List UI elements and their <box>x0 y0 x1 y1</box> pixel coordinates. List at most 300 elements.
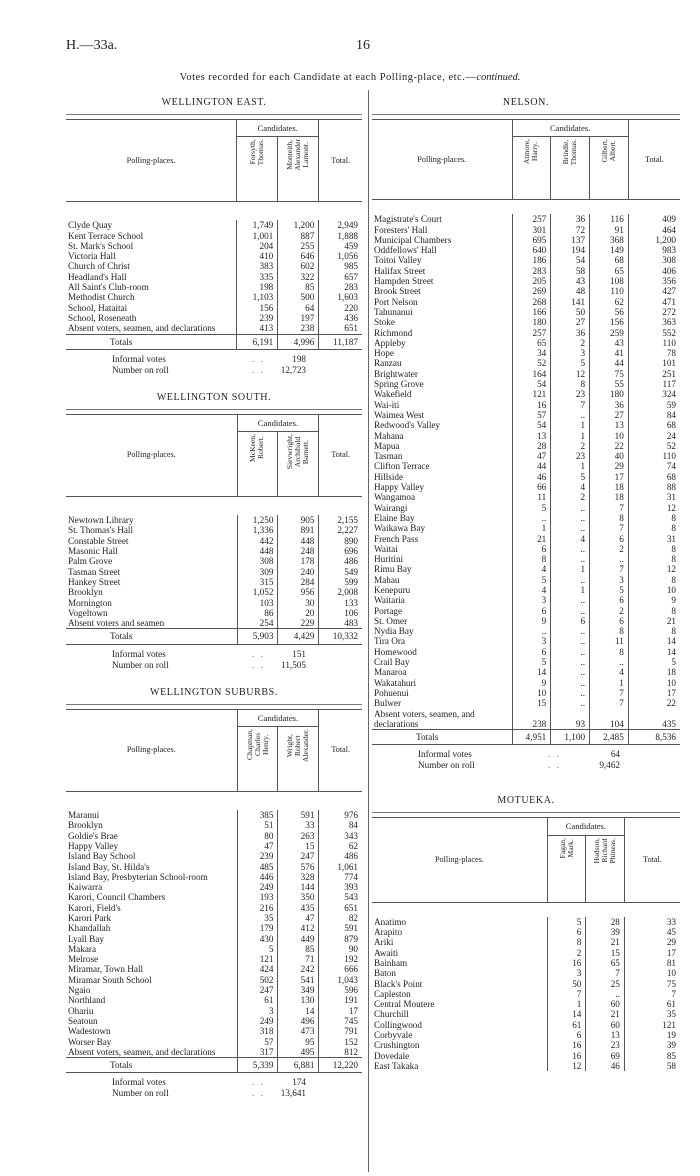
polling-place-name: Magistrate's Court <box>374 214 442 225</box>
leader-dots <box>103 587 237 597</box>
polling-place <box>66 608 237 618</box>
number-on-roll-value: 13,641 <box>280 1088 306 1099</box>
candidate-votes: 27 <box>551 317 590 327</box>
polling-place <box>66 577 237 587</box>
leader-dots: . . <box>252 1077 265 1088</box>
candidate-votes: 247 <box>278 851 319 861</box>
candidate-votes: 29 <box>590 461 629 471</box>
candidate-votes: 229 <box>278 618 319 629</box>
polling-place-wrap <box>374 595 512 605</box>
candidate-votes: 5 <box>512 503 551 513</box>
grand-total: 11,187 <box>319 334 362 349</box>
polling-place <box>66 964 237 974</box>
polling-place-name: Absent voters, seamen, and declarations <box>68 1046 216 1057</box>
leader-dots <box>425 523 511 533</box>
total-votes: 8 <box>628 606 680 616</box>
candidate-votes: 8 <box>590 513 629 523</box>
leader-dots <box>412 389 512 399</box>
leader-dots <box>116 251 237 261</box>
candidate-votes: 198 <box>237 282 278 292</box>
table-row <box>66 862 362 872</box>
polling-place-name: Absent voters, seamen, and declarations <box>374 708 475 729</box>
polling-place-wrap <box>374 554 512 564</box>
candidate-votes: 1,250 <box>237 515 278 525</box>
polling-place <box>66 556 237 566</box>
total-votes: 356 <box>628 276 680 286</box>
polling-place <box>372 999 547 1009</box>
total-votes: 192 <box>319 954 362 964</box>
candidate-votes: 7 <box>551 400 590 410</box>
polling-places-header: Polling-places. <box>66 709 237 791</box>
table-row <box>66 934 362 944</box>
candidate-votes: 8 <box>590 626 629 636</box>
table-row <box>372 575 680 585</box>
candidate-votes: 36 <box>551 214 590 224</box>
total-votes: 696 <box>319 546 362 556</box>
candidate-votes: 591 <box>278 810 319 820</box>
leader-dots <box>394 348 512 358</box>
table-row <box>372 297 680 307</box>
polling-place-wrap <box>374 626 512 636</box>
polling-place-wrap <box>374 1051 547 1061</box>
polling-place-name: Brooklyn <box>68 820 103 831</box>
polling-place-wrap <box>374 534 512 544</box>
polling-place <box>372 626 512 636</box>
polling-place-wrap <box>68 944 237 954</box>
total-votes: 409 <box>628 214 680 224</box>
candidate-total: 2,485 <box>590 730 629 745</box>
candidate-votes: 349 <box>278 985 319 995</box>
polling-place-wrap <box>374 1061 547 1071</box>
total-votes: 81 <box>624 958 680 968</box>
candidate-votes: 25 <box>586 979 625 989</box>
table-row <box>372 1020 680 1030</box>
polling-place <box>372 678 512 688</box>
candidate-votes: 6 <box>590 534 629 544</box>
candidate-votes: 9 <box>512 616 551 626</box>
total-votes: 12 <box>628 564 680 574</box>
leader-dots <box>424 379 512 389</box>
leader-dots <box>110 923 236 933</box>
leader-dots <box>112 556 236 566</box>
number-on-roll-value: 11,505 <box>281 659 306 670</box>
polling-place <box>66 995 237 1005</box>
candidate-votes: 6 <box>551 616 590 626</box>
polling-place-name: Tasman <box>374 451 403 462</box>
leader-dots <box>409 657 511 667</box>
leader-dots <box>415 513 512 523</box>
section-title: NELSON. <box>502 97 550 108</box>
candidate-votes: 28 <box>512 441 551 451</box>
leader-dots <box>401 698 511 708</box>
section-wellington-east <box>66 97 362 376</box>
candidate-votes: 23 <box>551 389 590 399</box>
total-votes: 459 <box>319 241 362 251</box>
candidate-votes: 12 <box>551 369 590 379</box>
polling-place-wrap <box>374 328 512 338</box>
leader-dots <box>120 577 236 587</box>
candidate-votes: 20 <box>278 608 319 618</box>
leader-dots <box>398 544 512 554</box>
informal-votes-row <box>66 649 362 660</box>
polling-place-name: Victoria Hall <box>68 251 116 262</box>
polling-place <box>372 307 512 317</box>
candidate-votes: 257 <box>512 214 551 224</box>
candidate-votes: 52 <box>512 358 551 368</box>
polling-place <box>66 587 237 597</box>
candidate-name: McKeen, Robert. <box>248 434 266 463</box>
informal-votes-value: 174 <box>292 1077 306 1088</box>
table-row <box>372 276 680 286</box>
table-row <box>372 1030 680 1040</box>
table-row <box>372 927 680 937</box>
vote-summary <box>66 649 362 671</box>
total-votes: 31 <box>628 534 680 544</box>
polling-place-name: Rimu Bay <box>374 564 412 575</box>
polling-place <box>372 410 512 420</box>
leader-dots <box>410 585 511 595</box>
total-votes: 486 <box>319 556 362 566</box>
polling-place <box>66 313 237 323</box>
leader-dots <box>135 292 237 302</box>
total-votes: 78 <box>628 348 680 358</box>
table-row <box>66 292 362 302</box>
total-votes: 9 <box>628 595 680 605</box>
polling-place-name: All Saint's Club-room <box>68 282 149 293</box>
polling-place-wrap <box>68 995 237 1005</box>
polling-place-name: Northland <box>68 995 106 1006</box>
candidate-votes: 22 <box>590 441 629 451</box>
table-row <box>66 820 362 830</box>
results-table <box>372 119 680 745</box>
candidate-votes: 2 <box>547 948 586 958</box>
polling-place-name: Crushington <box>374 1040 420 1051</box>
leader-dots <box>135 851 236 861</box>
polling-place-name: Clifton Terrace <box>374 461 430 472</box>
polling-place-name: Foresters' Hall <box>374 224 428 235</box>
polling-place-wrap <box>68 220 236 230</box>
leader-dots <box>136 313 236 323</box>
informal-votes-value: 151 <box>292 648 306 659</box>
leader-dots <box>98 954 236 964</box>
polling-place-wrap <box>374 585 512 595</box>
candidate-votes: 144 <box>278 882 319 892</box>
polling-place <box>372 389 512 399</box>
candidate-votes: 301 <box>512 225 551 235</box>
total-votes: 85 <box>624 1051 680 1061</box>
table-row <box>66 1037 362 1047</box>
candidate-votes: 47 <box>278 913 319 923</box>
polling-place-name: Clyde Quay <box>68 220 113 231</box>
polling-place-wrap <box>68 820 237 830</box>
polling-place-wrap <box>68 1047 237 1057</box>
polling-place <box>372 1061 547 1071</box>
polling-place <box>66 985 237 995</box>
candidate-votes: 43 <box>551 276 590 286</box>
polling-place-wrap <box>68 892 237 902</box>
table-row <box>372 1061 680 1071</box>
section-rule <box>372 114 680 115</box>
polling-place-name: St. Mark's School <box>68 240 134 251</box>
candidate-votes: .. <box>551 503 590 513</box>
candidate-votes: 7 <box>590 503 629 513</box>
candidate-votes: 7 <box>590 688 629 698</box>
total-votes: 45 <box>624 927 680 937</box>
table-row <box>372 225 680 235</box>
candidate-votes: 197 <box>278 313 319 323</box>
polling-place <box>372 709 512 730</box>
total-votes: 251 <box>628 369 680 379</box>
polling-place-wrap <box>374 927 547 937</box>
table-row <box>66 954 362 964</box>
polling-place-name: Anatimo <box>374 916 407 927</box>
table-row <box>372 534 680 544</box>
polling-place-name: Wakatahuri <box>374 677 417 688</box>
polling-place <box>372 534 512 544</box>
table-row <box>372 410 680 420</box>
polling-place-name: Goldie's Brae <box>68 830 118 841</box>
informal-votes-label: Informal votes <box>418 749 472 760</box>
candidate-votes: 141 <box>551 297 590 307</box>
leader-dots <box>403 472 511 482</box>
candidate-votes: 72 <box>551 225 590 235</box>
leader-dots <box>405 636 511 646</box>
leader-dots <box>402 606 511 616</box>
polling-place-name: Hankey Street <box>68 576 121 587</box>
leader-dots <box>406 917 547 927</box>
polling-place-name: Central Moutere <box>374 999 435 1010</box>
leader-dots <box>149 862 236 872</box>
polling-place-name: Tahunanui <box>374 306 413 317</box>
polling-place-wrap <box>374 348 512 358</box>
table-row <box>66 944 362 954</box>
candidate-votes: .. <box>512 626 551 636</box>
leader-dots <box>127 272 237 282</box>
polling-place-name: Ohariu <box>68 1005 94 1016</box>
total-votes: 17 <box>319 1006 362 1016</box>
candidates-header: Candidates. <box>547 818 624 835</box>
candidate-votes: 640 <box>512 245 551 255</box>
polling-place-name: Wai-iti <box>374 399 400 410</box>
candidate-votes: 21 <box>512 534 551 544</box>
polling-place-name: Worser Bay <box>68 1036 112 1047</box>
polling-place-name: School, Roseneath <box>68 312 137 323</box>
candidate-votes: 65 <box>590 266 629 276</box>
polling-place-name: Absent voters and seamen <box>68 618 165 629</box>
table-row <box>372 554 680 564</box>
number-on-roll-label: Number on roll <box>418 760 475 771</box>
table-row <box>372 266 680 276</box>
polling-place <box>372 968 547 978</box>
section-title: WELLINGTON SOUTH. <box>156 391 272 403</box>
polling-place <box>66 515 237 525</box>
number-on-roll-row <box>372 760 680 771</box>
candidate-votes: 43 <box>590 338 629 348</box>
candidate-votes: 1,052 <box>237 587 278 597</box>
polling-place-name: Waitaria <box>374 595 405 606</box>
candidate-votes: 322 <box>278 272 319 282</box>
leader-dots <box>96 944 236 954</box>
candidate-votes: 46 <box>586 1061 625 1071</box>
candidate-votes: 254 <box>237 618 278 629</box>
candidate-name-header <box>237 432 278 497</box>
candidate-votes: 8 <box>547 937 586 947</box>
polling-place-wrap <box>374 678 512 688</box>
candidate-name-header <box>237 137 278 202</box>
candidate-votes: 315 <box>237 577 278 587</box>
candidate-votes: 5 <box>512 575 551 585</box>
table-row <box>372 698 680 708</box>
polling-place-wrap <box>374 917 547 927</box>
informal-votes-value: 198 <box>292 353 306 364</box>
table-row <box>372 451 680 461</box>
polling-place-wrap <box>374 492 512 502</box>
candidate-votes: 576 <box>278 862 319 872</box>
candidate-votes: 328 <box>278 872 319 882</box>
table-row <box>372 523 680 533</box>
table-row <box>372 544 680 554</box>
leader-dots <box>395 317 512 327</box>
total-votes: 666 <box>319 964 362 974</box>
polling-place-name: Hope <box>374 348 394 359</box>
total-votes: 745 <box>319 1016 362 1026</box>
polling-place <box>372 544 512 554</box>
candidate-votes: .. <box>551 688 590 698</box>
polling-place-wrap <box>374 431 512 441</box>
candidate-votes: 205 <box>512 276 551 286</box>
polling-place-wrap <box>374 1009 547 1019</box>
total-votes: 879 <box>319 934 362 944</box>
polling-place-wrap <box>374 317 512 327</box>
polling-place-name: Church of Christ <box>68 261 130 272</box>
total-votes: 486 <box>319 851 362 861</box>
candidate-name-header <box>237 727 278 792</box>
candidate-votes: 50 <box>547 979 586 989</box>
polling-place-name: Waitai <box>374 543 398 554</box>
totals-row <box>66 334 362 349</box>
leader-dots <box>434 999 546 1009</box>
polling-place-name: Dovedale <box>374 1050 410 1061</box>
candidate-votes: 541 <box>278 975 319 985</box>
informal-votes-row <box>66 1077 362 1088</box>
polling-place <box>372 214 512 224</box>
total-votes: 308 <box>628 255 680 265</box>
totals-label: Totals <box>372 730 512 745</box>
leader-dots <box>412 328 511 338</box>
table-row <box>66 251 362 261</box>
polling-place <box>372 245 512 255</box>
leader-dots <box>111 913 236 923</box>
leader-dots <box>143 231 236 241</box>
leader-dots <box>427 225 511 235</box>
table-row <box>372 968 680 978</box>
polling-place <box>372 420 512 430</box>
polling-place <box>372 482 512 492</box>
polling-place-wrap <box>374 999 547 1009</box>
total-votes: 2,155 <box>319 515 362 525</box>
table-row <box>372 958 680 968</box>
polling-place-name: Waikawa Bay <box>374 523 426 534</box>
total-votes: 152 <box>319 1037 362 1047</box>
results-table <box>66 709 362 1074</box>
candidate-votes: 413 <box>237 323 278 334</box>
table-row <box>66 1006 362 1016</box>
candidate-votes: .. <box>590 657 629 667</box>
polling-place-name: Headland's Hall <box>68 271 127 282</box>
table-row <box>372 472 680 482</box>
polling-place <box>372 979 547 989</box>
total-votes: 88 <box>628 482 680 492</box>
candidates-header: Candidates. <box>237 120 319 137</box>
candidate-votes: 44 <box>590 358 629 368</box>
candidate-name: Sievwright, Archibald Barnett. <box>285 434 311 470</box>
polling-place-wrap <box>68 577 237 587</box>
totals-row <box>66 629 362 644</box>
polling-place-name: Black's Point <box>374 978 423 989</box>
polling-place-name: Redwood's Valley <box>374 420 441 431</box>
candidate-votes: 60 <box>586 999 625 1009</box>
polling-place <box>372 400 512 410</box>
candidate-votes: .. <box>551 667 590 677</box>
leader-dots <box>118 831 237 841</box>
leader-dots: . . <box>548 760 561 771</box>
polling-place-wrap <box>68 618 237 628</box>
total-votes: 29 <box>624 937 680 947</box>
polling-place <box>372 636 512 646</box>
polling-place-wrap <box>374 1020 547 1030</box>
table-row <box>66 872 362 882</box>
candidate-votes: 259 <box>590 328 629 338</box>
section-rule <box>66 114 362 115</box>
total-votes: 464 <box>628 225 680 235</box>
candidate-votes: 33 <box>278 820 319 830</box>
polling-place-wrap <box>374 606 512 616</box>
candidate-votes: 4 <box>551 482 590 492</box>
polling-place-name: French Pass <box>374 533 419 544</box>
table-row <box>372 626 680 636</box>
candidate-votes: 194 <box>551 245 590 255</box>
candidate-votes: 61 <box>237 995 278 1005</box>
candidate-votes: .. <box>551 626 590 636</box>
polling-place <box>66 841 237 851</box>
polling-place-name: Appleby <box>374 337 406 348</box>
polling-place-name: Kaiwarra <box>68 882 103 893</box>
polling-place-name: Vogeltown <box>68 607 108 618</box>
leader-dots <box>399 400 511 410</box>
informal-votes-label: Informal votes <box>112 1077 166 1088</box>
polling-place <box>372 286 512 296</box>
polling-place-name: Lyall Bay <box>68 933 104 944</box>
polling-place-wrap <box>68 598 237 608</box>
candidate-votes: 34 <box>512 348 551 358</box>
total-votes: 18 <box>628 667 680 677</box>
leader-dots <box>120 567 236 577</box>
table-row <box>372 245 680 255</box>
total-votes: 435 <box>628 709 680 730</box>
leader-dots <box>412 1030 547 1040</box>
polling-place-wrap <box>374 667 512 677</box>
polling-place-wrap <box>68 323 236 333</box>
table-row <box>372 1009 680 1019</box>
leader-dots <box>407 958 547 968</box>
leader-dots <box>165 892 236 902</box>
total-votes: 12 <box>628 503 680 513</box>
polling-place <box>66 251 237 261</box>
polling-place <box>372 564 512 574</box>
polling-place-wrap <box>374 989 547 999</box>
polling-place-wrap <box>374 698 512 708</box>
total-votes: 14 <box>628 636 680 646</box>
